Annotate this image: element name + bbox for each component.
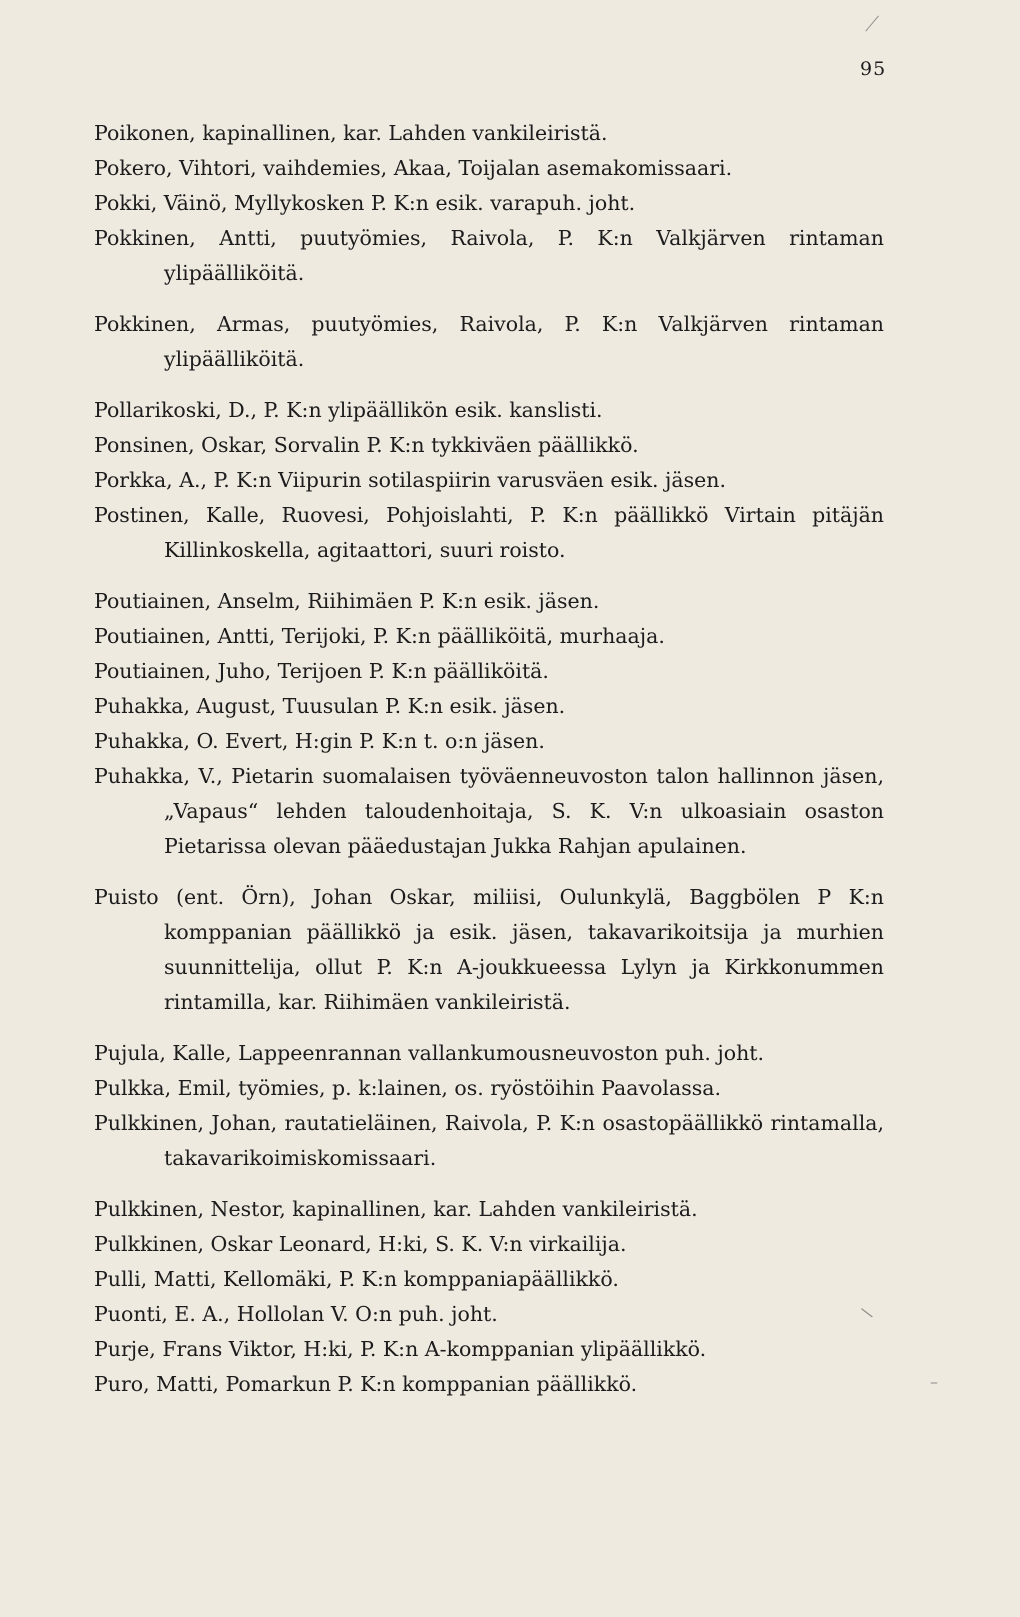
register-entries bbox=[94, 116, 884, 1402]
entry-puisto: Puisto (ent. Örn), Johan Oskar, miliisi, Oulunkylä, Baggbölen P K:n komppanian päällikkö ja esik. jäsen, takavarikoitsija ja murhien suunnittelija, ollut P. K:n A-joukkueessa Lylyn ja Kirkkonummen rintamilla, kar. Riihimäen vankileiristä. bbox=[94, 885, 884, 1014]
entry-puhakka-v: Puhakka, V., Pietarin suomalaisen työväenneuvoston talon hallinnon jäsen, „Vapaus“ lehden taloudenhoitaja, S. K. V:n ulkoasiain osaston Pietarissa olevan pääedustajan Jukka Rahjan apulainen. bbox=[94, 764, 884, 858]
entry-pulkkinen-nestor: Pulkkinen, Nestor, kapinallinen, kar. Lahden vankileiristä. bbox=[94, 1197, 698, 1221]
entry-porkka: Porkka, A., P. K:n Viipurin sotilaspiirin varusväen esik. jäsen. bbox=[94, 468, 726, 492]
entry-poutiainen-juho: Poutiainen, Juho, Terijoen P. K:n päälliköitä. bbox=[94, 659, 549, 683]
pencil-tick-mark bbox=[865, 16, 889, 41]
entry-pulkka: Pulkka, Emil, työmies, p. k:lainen, os. ryöstöihin Paavolassa. bbox=[94, 1076, 721, 1100]
entry-pokkinen-antti: Pokkinen, Antti, puutyömies, Raivola, P. K:n Valkjärven rintaman ylipäälliköitä. bbox=[94, 226, 884, 285]
entry-poutiainen-anselm: Poutiainen, Anselm, Riihimäen P. K:n esik. jäsen. bbox=[94, 589, 600, 613]
entry-puro: Puro, Matti, Pomarkun P. K:n komppanian päällikkö. bbox=[94, 1372, 638, 1396]
entry-pokero: Pokero, Vihtori, vaihdemies, Akaa, Toijalan asemakomissaari. bbox=[94, 156, 733, 180]
entry-ponsinen: Ponsinen, Oskar, Sorvalin P. K:n tykkiväen päällikkö. bbox=[94, 433, 639, 457]
entry-pulkkinen-oskar: Pulkkinen, Oskar Leonard, H:ki, S. K. V:n virkailija. bbox=[94, 1232, 627, 1256]
entry-puhakka-august: Puhakka, August, Tuusulan P. K:n esik. jäsen. bbox=[94, 694, 566, 718]
entry-pokki: Pokki, Väinö, Myllykosken P. K:n esik. varapuh. joht. bbox=[94, 191, 636, 215]
entry-puhakka-evert: Puhakka, O. Evert, H:gin P. K:n t. o:n jäsen. bbox=[94, 729, 545, 753]
entry-postinen: Postinen, Kalle, Ruovesi, Pohjoislahti, P. K:n päällikkö Virtain pitäjän Killinkoskella, agitaattori, suuri roisto. bbox=[94, 503, 884, 562]
entry-purje: Purje, Frans Viktor, H:ki, P. K:n A-komppanian ylipäällikkö. bbox=[94, 1337, 707, 1361]
entry-pulli: Pulli, Matti, Kellomäki, P. K:n komppaniapäällikkö. bbox=[94, 1267, 619, 1291]
margin-pencil-mark: \ bbox=[859, 1303, 875, 1322]
entry-pokkinen-armas: Pokkinen, Armas, puutyömies, Raivola, P. K:n Valkjärven rintaman ylipäälliköitä. bbox=[94, 312, 884, 371]
entry-pujula: Pujula, Kalle, Lappeenrannan vallankumousneuvoston puh. joht. bbox=[94, 1041, 765, 1065]
entry-pollarikoski: Pollarikoski, D., P. K:n ylipäällikön esik. kanslisti. bbox=[94, 398, 603, 422]
page-number: 95 bbox=[860, 58, 887, 80]
entry-pulkkinen-johan: Pulkkinen, Johan, rautatieläinen, Raivola, P. K:n osastopäällikkö rintamalla, takavarikoimiskomissaari. bbox=[94, 1111, 884, 1170]
entry-puonti: Puonti, E. A., Hollolan V. O:n puh. joht. bbox=[94, 1302, 498, 1326]
entry-poikonen: Poikonen, kapinallinen, kar. Lahden vankileiristä. bbox=[94, 121, 608, 145]
entry-poutiainen-antti: Poutiainen, Antti, Terijoki, P. K:n päälliköitä, murhaaja. bbox=[94, 624, 665, 648]
margin-pencil-dash: – bbox=[930, 1372, 938, 1391]
